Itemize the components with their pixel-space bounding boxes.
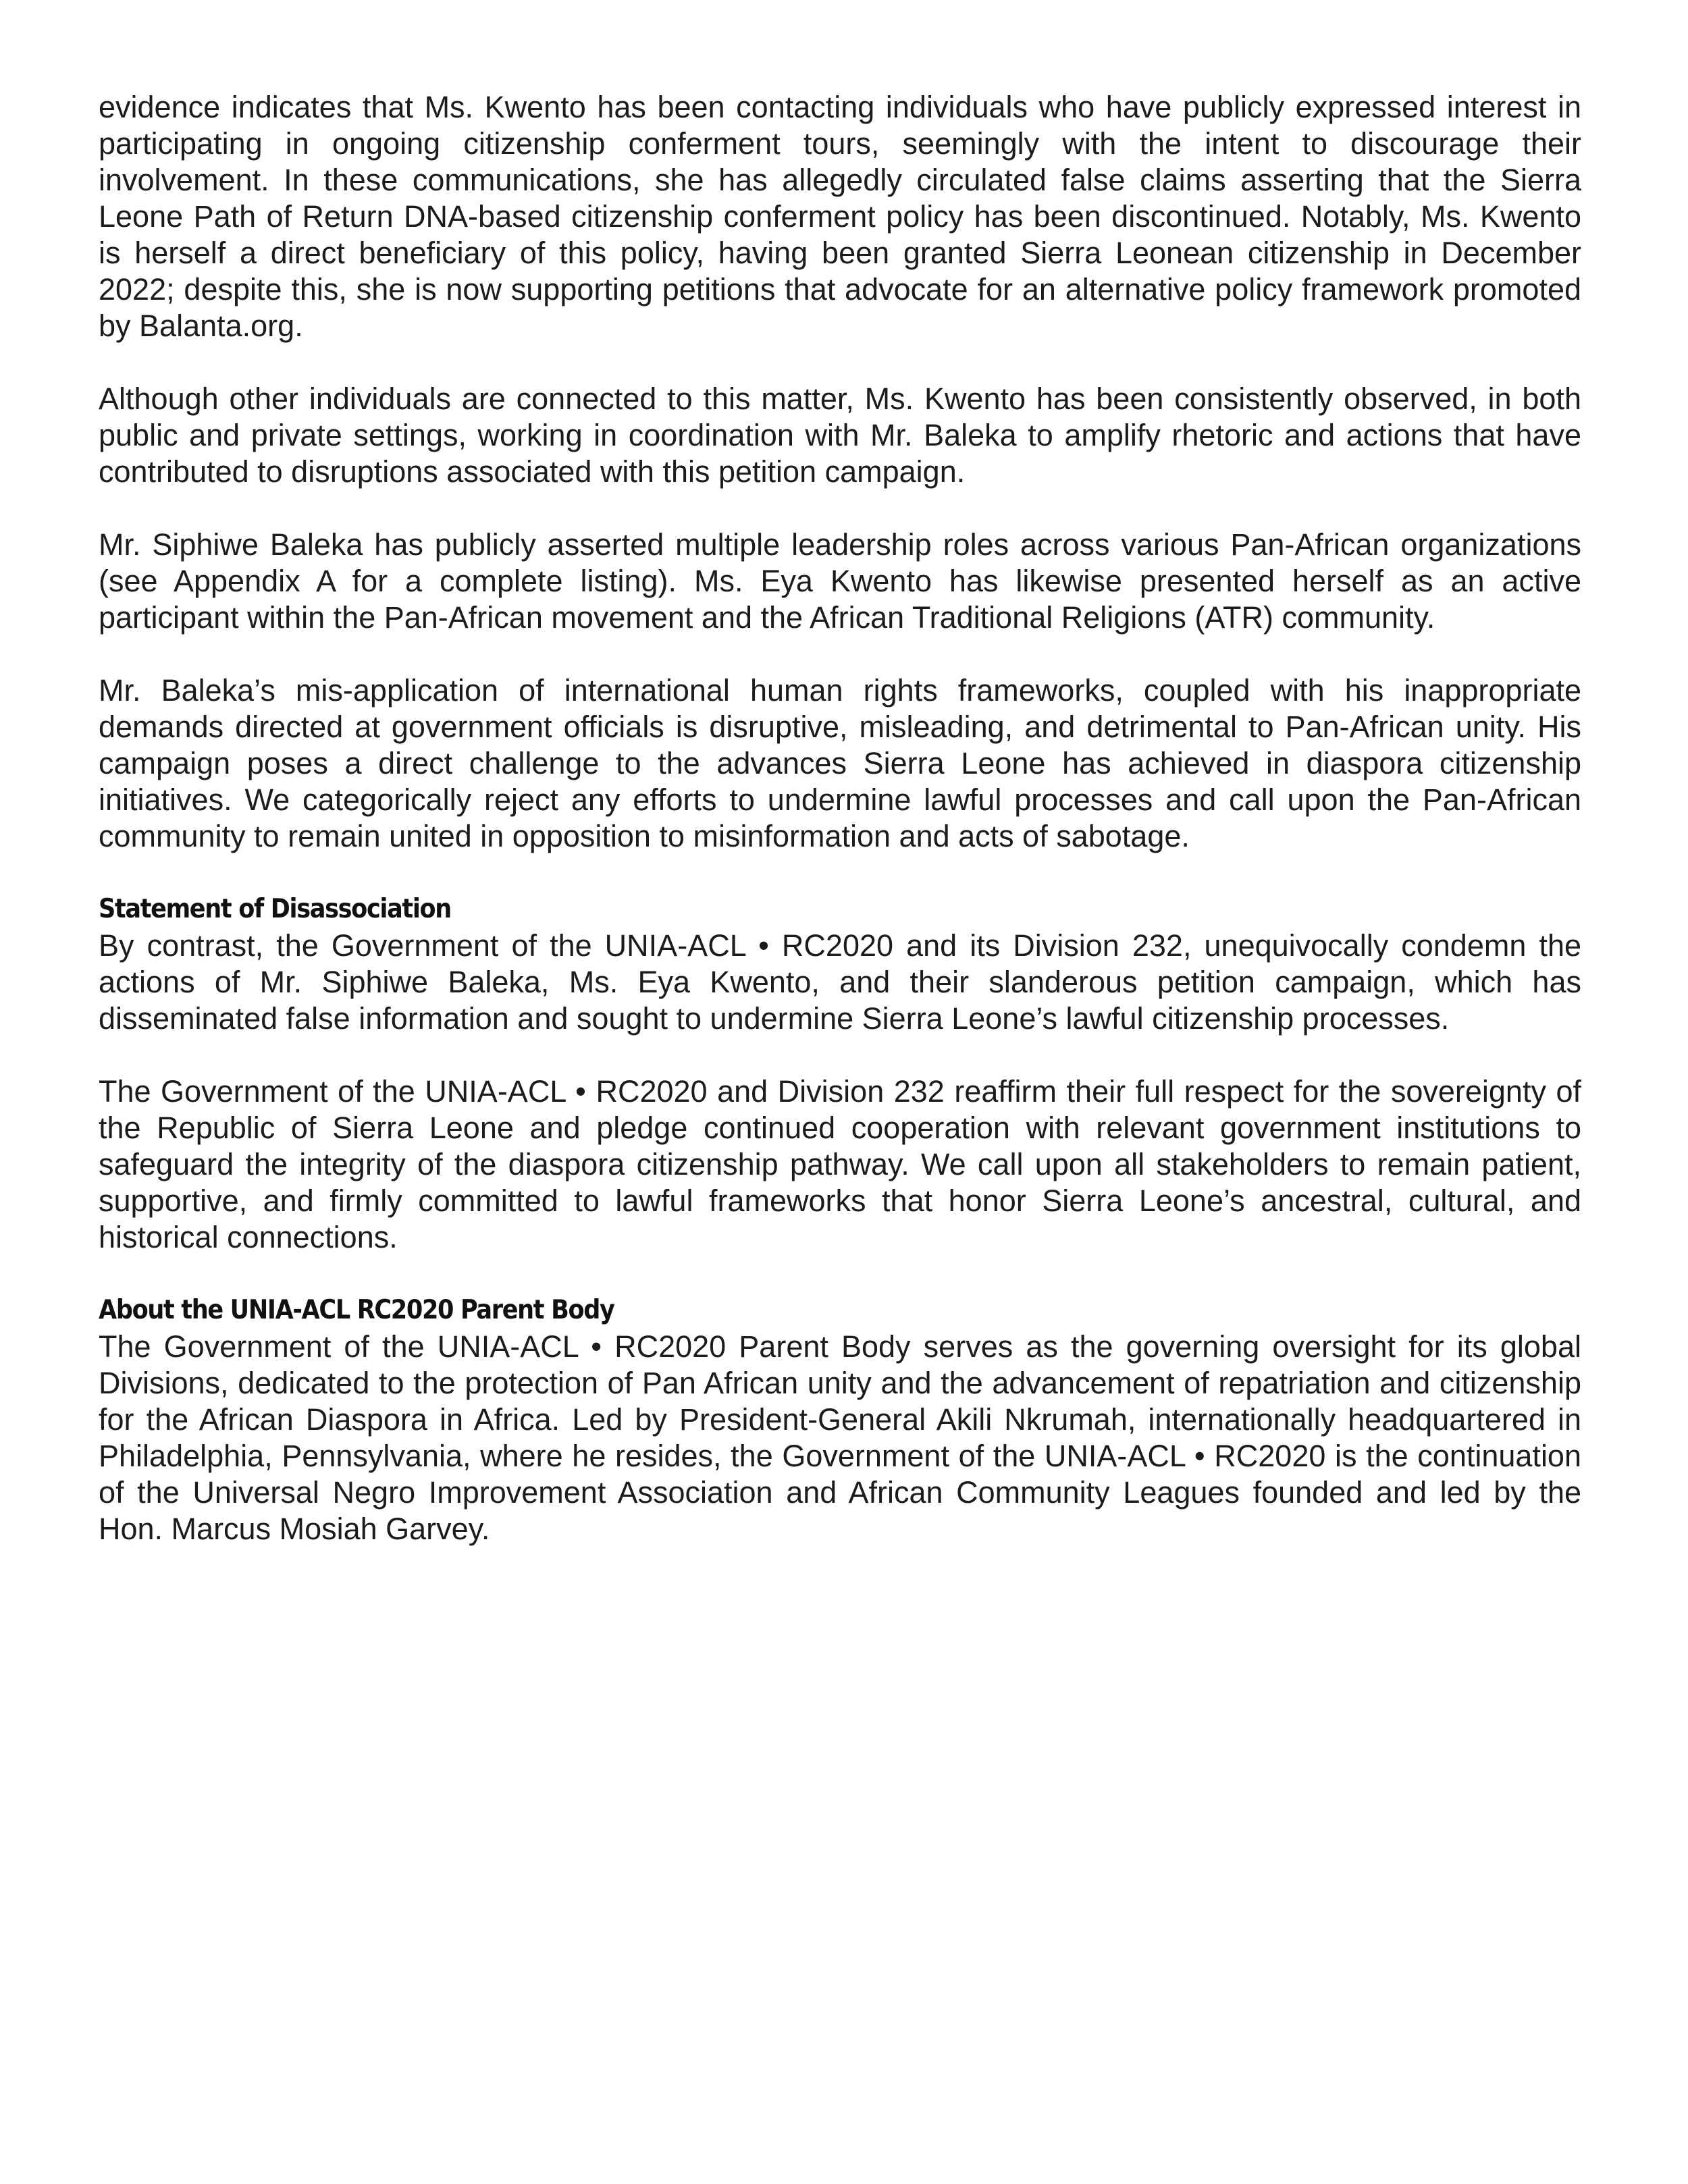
paragraph-about: The Government of the UNIA-ACL • RC2020 Parent Body serves as the governing oversight for its global Divisions, dedicated to the protection of Pan African unity and the advancement of repatriation and citizenship for the African Diaspora in Africa. Led by President-General Akili Nkrumah, internationally headquartered in Philadelphia, Pennsylvania, where he resides, the Government of the UNIA-ACL • RC2020 is the continuation of the Universal Negro Improvement Association and African Community Leagues founded and led by the Hon. Marcus Mosiah Garvey. [99, 1329, 1581, 1546]
section-disassociation [99, 891, 1581, 1037]
paragraph-reaffirm: The Government of the UNIA-ACL • RC2020 and Division 232 reaffirm their full respect for the sovereignty of the Republic of Sierra Leone and pledge continued cooperation with relevant government institutions to safeguard the integrity of the diaspora citizenship pathway. We call upon all stakeholders to remain patient, supportive, and firmly committed to lawful frameworks that honor Sierra Leone’s ancestral, cultural, and historical connections. [99, 1074, 1581, 1254]
document-page [99, 89, 1581, 1584]
paragraph-disassociation: By contrast, the Government of the UNIA-ACL • RC2020 and its Division 232, unequivocally condemn the actions of Mr. Siphiwe Baleka, Ms. Eya Kwento, and their slanderous petition campaign, which has disseminated false information and sought to undermine Sierra Leone’s lawful citizenship processes. [99, 928, 1581, 1036]
heading-disassociation: Statement of Disassociation [99, 894, 451, 924]
paragraph-rejection: Mr. Baleka’s mis-application of international human rights frameworks, coupled with his inappropriate demands directed at government officials is disruptive, misleading, and detrimental to Pan-African unity. His campaign poses a direct challenge to the advances Sierra Leone has achieved in diaspora citizenship initiatives. We categorically reject any efforts to undermine lawful processes and call upon the Pan-African community to remain united in opposition to misinformation and acts of sabotage. [99, 673, 1581, 853]
paragraph-leadership-roles: Mr. Siphiwe Baleka has publicly asserted multiple leadership roles across various Pan-African organizations (see Appendix A for a complete listing). Ms. Eya Kwento has likewise presented herself as an active participant within the Pan-African movement and the African Traditional Religions (ATR) community. [99, 527, 1581, 635]
section-about [99, 1292, 1581, 1547]
heading-about: About the UNIA-ACL RC2020 Parent Body [99, 1295, 614, 1325]
paragraph-coordination: Although other individuals are connected to this matter, Ms. Kwento has been consistently observed, in both public and private settings, working in coordination with Mr. Baleka to amplify rhetoric and actions that have contributed to disruptions associated with this petition campaign. [99, 381, 1581, 489]
paragraph-kwento-evidence: evidence indicates that Ms. Kwento has been contacting individuals who have publicly expressed interest in participating in ongoing citizenship conferment tours, seemingly with the intent to discourage their involvement. In these communications, she has allegedly circulated false claims asserting that the Sierra Leone Path of Return DNA-based citizenship conferment policy has been discontinued. Notably, Ms. Kwento is herself a direct beneficiary of this policy, having been granted Sierra Leonean citizenship in December 2022; despite this, she is now supporting petitions that advocate for an alternative policy framework promoted by Balanta.org. [99, 90, 1581, 343]
